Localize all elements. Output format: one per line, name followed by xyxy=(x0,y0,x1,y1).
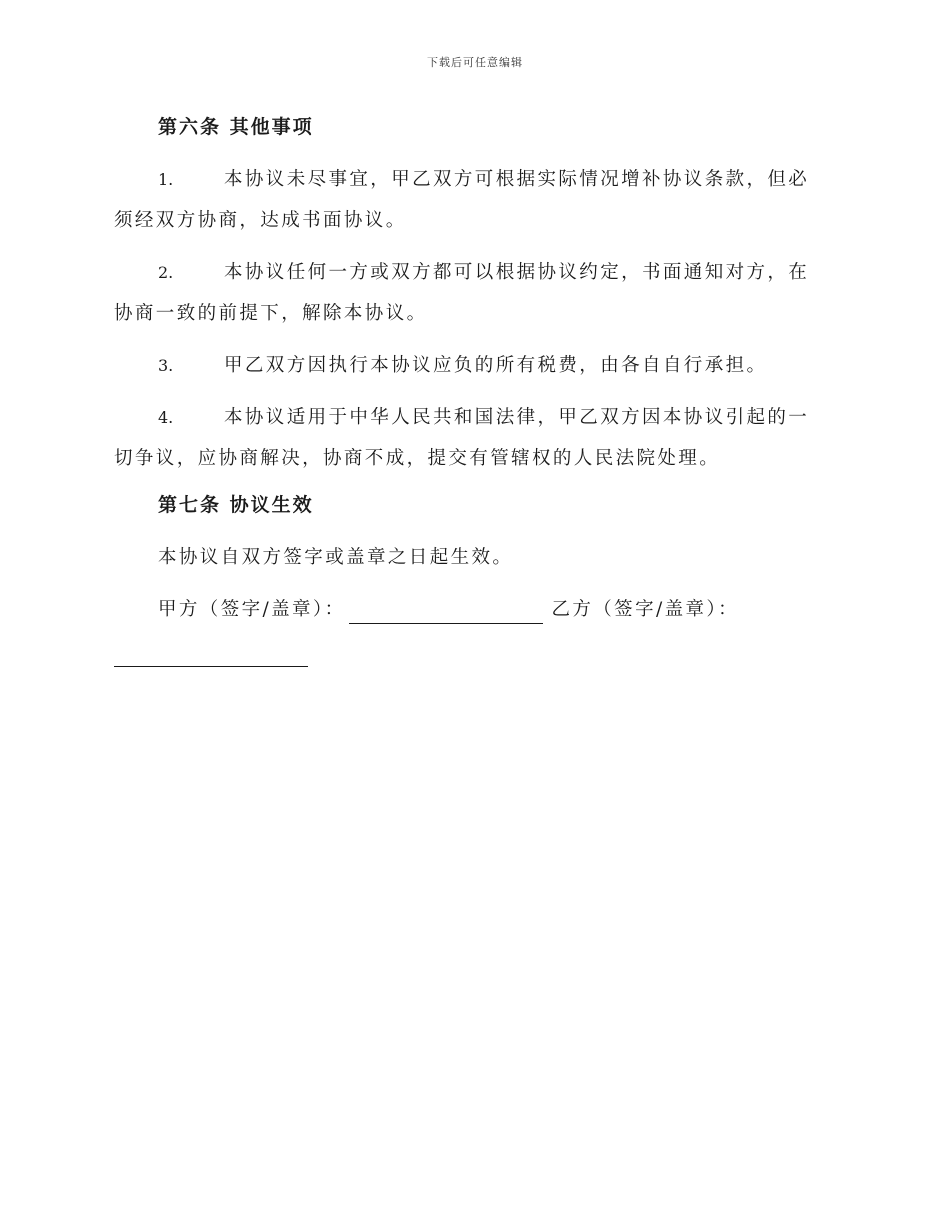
signature-row xyxy=(114,589,834,630)
article-6-item-4 xyxy=(114,397,834,479)
item-2-text-line2: 协商一致的前提下，解除本协议。 xyxy=(114,303,428,324)
article-6-item-2 xyxy=(114,252,834,334)
item-4-first-line xyxy=(114,397,834,438)
article-6-item-1 xyxy=(114,159,834,241)
item-3-number: 3. xyxy=(158,356,174,375)
party-b-label: 乙方（签字/盖章）： xyxy=(551,599,739,620)
item-4-number: 4. xyxy=(158,408,174,427)
item-1-first-line xyxy=(114,159,834,200)
article-6-heading: 第六条 其他事项 xyxy=(158,116,314,138)
item-1-text-line1: 本协议未尽事宜，甲乙双方可根据实际情况增补协议条款，但必 xyxy=(224,169,810,190)
party-b-signature-line xyxy=(114,646,308,667)
item-4-text-line2: 切争议，应协商解决，协商不成，提交有管辖权的人民法院处理。 xyxy=(114,448,721,469)
party-a-signature-line xyxy=(349,599,543,624)
item-2-text-line1: 本协议任何一方或双方都可以根据协议约定，书面通知对方，在 xyxy=(224,262,810,283)
party-a-label: 甲方（签字/盖章）： xyxy=(158,599,346,620)
page-header-note: 下载后可任意编辑 xyxy=(427,56,523,69)
document-body xyxy=(114,112,834,630)
item-4-text-line1: 本协议适用于中华人民共和国法律，甲乙双方因本协议引起的一 xyxy=(224,407,810,428)
item-3-first-line xyxy=(114,345,834,386)
item-3-text-line1: 甲乙双方因执行本协议应负的所有税费，由各自自行承担。 xyxy=(224,355,768,376)
article-6-item-3 xyxy=(114,345,834,386)
item-2-number: 2. xyxy=(158,263,174,282)
item-1-number: 1. xyxy=(158,170,174,189)
article-7-text: 本协议自双方签字或盖章之日起生效。 xyxy=(158,547,514,568)
item-1-text-line2: 须经双方协商，达成书面协议。 xyxy=(114,210,407,231)
article-7-heading: 第七条 协议生效 xyxy=(158,494,314,516)
item-2-first-line xyxy=(114,252,834,293)
